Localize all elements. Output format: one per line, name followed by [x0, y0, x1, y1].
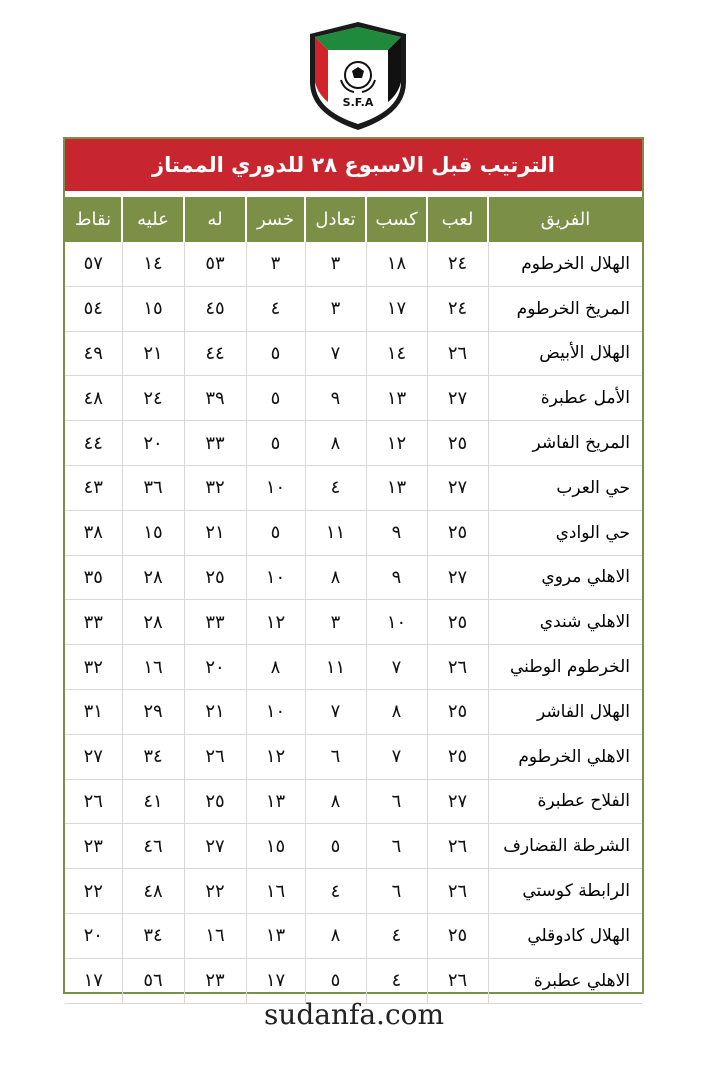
goals-against-cell: ١٤: [122, 242, 184, 286]
points-cell: ٤٤: [65, 421, 122, 466]
won-cell: ١٤: [366, 331, 427, 376]
standings-table: [63, 137, 644, 994]
won-cell: ١٣: [366, 376, 427, 421]
won-cell: ١٢: [366, 421, 427, 466]
goals-against-cell: ٤٨: [122, 869, 184, 914]
played-cell: ٢٦: [427, 869, 488, 914]
header-team: الفريق: [488, 197, 642, 242]
goals-for-cell: ٢١: [184, 689, 246, 734]
lost-cell: ٣: [246, 242, 305, 286]
table-row: [65, 958, 642, 1003]
goals-against-cell: ٢٩: [122, 689, 184, 734]
drawn-cell: ٧: [305, 331, 366, 376]
goals-for-cell: ٤٥: [184, 286, 246, 331]
goals-for-cell: ٢٥: [184, 779, 246, 824]
goals-for-cell: ٣٣: [184, 421, 246, 466]
team-name-cell: الهلال الأبيض: [488, 331, 642, 376]
drawn-cell: ٨: [305, 913, 366, 958]
lost-cell: ١٠: [246, 689, 305, 734]
drawn-cell: ٨: [305, 779, 366, 824]
header-points: نقاط: [65, 197, 122, 242]
table-row: [65, 913, 642, 958]
points-cell: ٢٠: [65, 913, 122, 958]
goals-for-cell: ٤٤: [184, 331, 246, 376]
sfa-logo: [308, 20, 408, 132]
table-row: [65, 600, 642, 645]
points-cell: ٥٧: [65, 242, 122, 286]
header-goals-for: له: [184, 197, 246, 242]
won-cell: ٧: [366, 645, 427, 690]
table-row: [65, 286, 642, 331]
team-name-cell: الرابطة كوستي: [488, 869, 642, 914]
points-cell: ٣٥: [65, 555, 122, 600]
played-cell: ٢٦: [427, 958, 488, 1003]
table-row: [65, 824, 642, 869]
header-lost: خسر: [246, 197, 305, 242]
team-name-cell: الخرطوم الوطني: [488, 645, 642, 690]
goals-for-cell: ٢٢: [184, 869, 246, 914]
won-cell: ٨: [366, 689, 427, 734]
goals-against-cell: ٤٦: [122, 824, 184, 869]
team-name-cell: الفلاح عطبرة: [488, 779, 642, 824]
won-cell: ٩: [366, 510, 427, 555]
table-row: [65, 734, 642, 779]
table-row: [65, 465, 642, 510]
goals-against-cell: ١٦: [122, 645, 184, 690]
drawn-cell: ٣: [305, 600, 366, 645]
played-cell: ٢٧: [427, 465, 488, 510]
team-name-cell: الاهلي الخرطوم: [488, 734, 642, 779]
table-row: [65, 376, 642, 421]
drawn-cell: ٦: [305, 734, 366, 779]
goals-against-cell: ٢٠: [122, 421, 184, 466]
team-name-cell: الاهلي مروي: [488, 555, 642, 600]
lost-cell: ١٢: [246, 734, 305, 779]
drawn-cell: ٨: [305, 421, 366, 466]
table-row: [65, 779, 642, 824]
goals-against-cell: ٣٤: [122, 734, 184, 779]
drawn-cell: ١١: [305, 510, 366, 555]
team-name-cell: الاهلي شندي: [488, 600, 642, 645]
lost-cell: ١٥: [246, 824, 305, 869]
goals-for-cell: ٢٥: [184, 555, 246, 600]
won-cell: ١٧: [366, 286, 427, 331]
played-cell: ٢٥: [427, 913, 488, 958]
header-row: [65, 197, 642, 242]
played-cell: ٢٥: [427, 510, 488, 555]
header-drawn: تعادل: [305, 197, 366, 242]
won-cell: ٦: [366, 869, 427, 914]
played-cell: ٢٧: [427, 555, 488, 600]
logo-text: S.F.A: [342, 96, 374, 109]
table-row: [65, 421, 642, 466]
lost-cell: ١٣: [246, 779, 305, 824]
header-won: كسب: [366, 197, 427, 242]
lost-cell: ٤: [246, 286, 305, 331]
table-row: [65, 555, 642, 600]
points-cell: ٢٧: [65, 734, 122, 779]
won-cell: ١٣: [366, 465, 427, 510]
points-cell: ٣٨: [65, 510, 122, 555]
goals-for-cell: ٣٩: [184, 376, 246, 421]
won-cell: ١٨: [366, 242, 427, 286]
points-cell: ٢٣: [65, 824, 122, 869]
goals-for-cell: ٥٣: [184, 242, 246, 286]
goals-against-cell: ١٥: [122, 510, 184, 555]
won-cell: ٦: [366, 779, 427, 824]
team-name-cell: الهلال الفاشر: [488, 689, 642, 734]
won-cell: ٦: [366, 824, 427, 869]
won-cell: ٤: [366, 913, 427, 958]
played-cell: ٢٦: [427, 331, 488, 376]
points-cell: ٥٤: [65, 286, 122, 331]
goals-for-cell: ٢١: [184, 510, 246, 555]
team-name-cell: الأمل عطبرة: [488, 376, 642, 421]
lost-cell: ١٣: [246, 913, 305, 958]
goals-for-cell: ٢٣: [184, 958, 246, 1003]
goals-for-cell: ٢٠: [184, 645, 246, 690]
points-cell: ٤٩: [65, 331, 122, 376]
drawn-cell: ٨: [305, 555, 366, 600]
points-cell: ٤٣: [65, 465, 122, 510]
points-cell: ٢٦: [65, 779, 122, 824]
goals-against-cell: ١٥: [122, 286, 184, 331]
drawn-cell: ٥: [305, 824, 366, 869]
goals-against-cell: ٣٤: [122, 913, 184, 958]
drawn-cell: ٥: [305, 958, 366, 1003]
lost-cell: ٥: [246, 331, 305, 376]
drawn-cell: ٤: [305, 465, 366, 510]
lost-cell: ١٦: [246, 869, 305, 914]
played-cell: ٢٤: [427, 242, 488, 286]
team-name-cell: الشرطة القضارف: [488, 824, 642, 869]
played-cell: ٢٦: [427, 824, 488, 869]
goals-for-cell: ٢٧: [184, 824, 246, 869]
points-cell: ٣٢: [65, 645, 122, 690]
table-row: [65, 510, 642, 555]
table-row: [65, 242, 642, 286]
goals-for-cell: ٢٦: [184, 734, 246, 779]
goals-for-cell: ١٦: [184, 913, 246, 958]
played-cell: ٢٥: [427, 689, 488, 734]
points-cell: ٤٨: [65, 376, 122, 421]
goals-against-cell: ٤١: [122, 779, 184, 824]
team-name-cell: الهلال الخرطوم: [488, 242, 642, 286]
played-cell: ٢٧: [427, 376, 488, 421]
table-row: [65, 869, 642, 914]
team-name-cell: الهلال كادوقلي: [488, 913, 642, 958]
team-name-cell: المريخ الخرطوم: [488, 286, 642, 331]
drawn-cell: ٤: [305, 869, 366, 914]
lost-cell: ١٢: [246, 600, 305, 645]
lost-cell: ٨: [246, 645, 305, 690]
goals-against-cell: ٣٦: [122, 465, 184, 510]
won-cell: ١٠: [366, 600, 427, 645]
goals-against-cell: ٢٤: [122, 376, 184, 421]
table-title: الترتيب قبل الاسبوع ٢٨ للدوري الممتاز: [65, 139, 642, 191]
team-name-cell: حي العرب: [488, 465, 642, 510]
header-goals-against: عليه: [122, 197, 184, 242]
goals-for-cell: ٣٣: [184, 600, 246, 645]
won-cell: ٤: [366, 958, 427, 1003]
goals-against-cell: ٥٦: [122, 958, 184, 1003]
drawn-cell: ٣: [305, 286, 366, 331]
lost-cell: ١٠: [246, 465, 305, 510]
goals-for-cell: ٣٢: [184, 465, 246, 510]
lost-cell: ٥: [246, 510, 305, 555]
team-name-cell: المريخ الفاشر: [488, 421, 642, 466]
lost-cell: ١٧: [246, 958, 305, 1003]
played-cell: ٢٤: [427, 286, 488, 331]
drawn-cell: ٣: [305, 242, 366, 286]
drawn-cell: ٧: [305, 689, 366, 734]
played-cell: ٢٥: [427, 734, 488, 779]
standings-grid: [65, 197, 642, 1004]
lost-cell: ٥: [246, 421, 305, 466]
played-cell: ٢٥: [427, 600, 488, 645]
drawn-cell: ٩: [305, 376, 366, 421]
team-name-cell: الاهلي عطبرة: [488, 958, 642, 1003]
lost-cell: ٥: [246, 376, 305, 421]
points-cell: ٣٣: [65, 600, 122, 645]
played-cell: ٢٦: [427, 645, 488, 690]
points-cell: ٣١: [65, 689, 122, 734]
goals-against-cell: ٢٨: [122, 600, 184, 645]
lost-cell: ١٠: [246, 555, 305, 600]
team-name-cell: حي الوادي: [488, 510, 642, 555]
drawn-cell: ١١: [305, 645, 366, 690]
played-cell: ٢٥: [427, 421, 488, 466]
played-cell: ٢٧: [427, 779, 488, 824]
won-cell: ٩: [366, 555, 427, 600]
table-row: [65, 645, 642, 690]
won-cell: ٧: [366, 734, 427, 779]
table-row: [65, 689, 642, 734]
goals-against-cell: ٢١: [122, 331, 184, 376]
website-url: sudanfa.com: [263, 998, 445, 1031]
points-cell: ٢٢: [65, 869, 122, 914]
table-row: [65, 331, 642, 376]
goals-against-cell: ٢٨: [122, 555, 184, 600]
points-cell: ١٧: [65, 958, 122, 1003]
header-played: لعب: [427, 197, 488, 242]
